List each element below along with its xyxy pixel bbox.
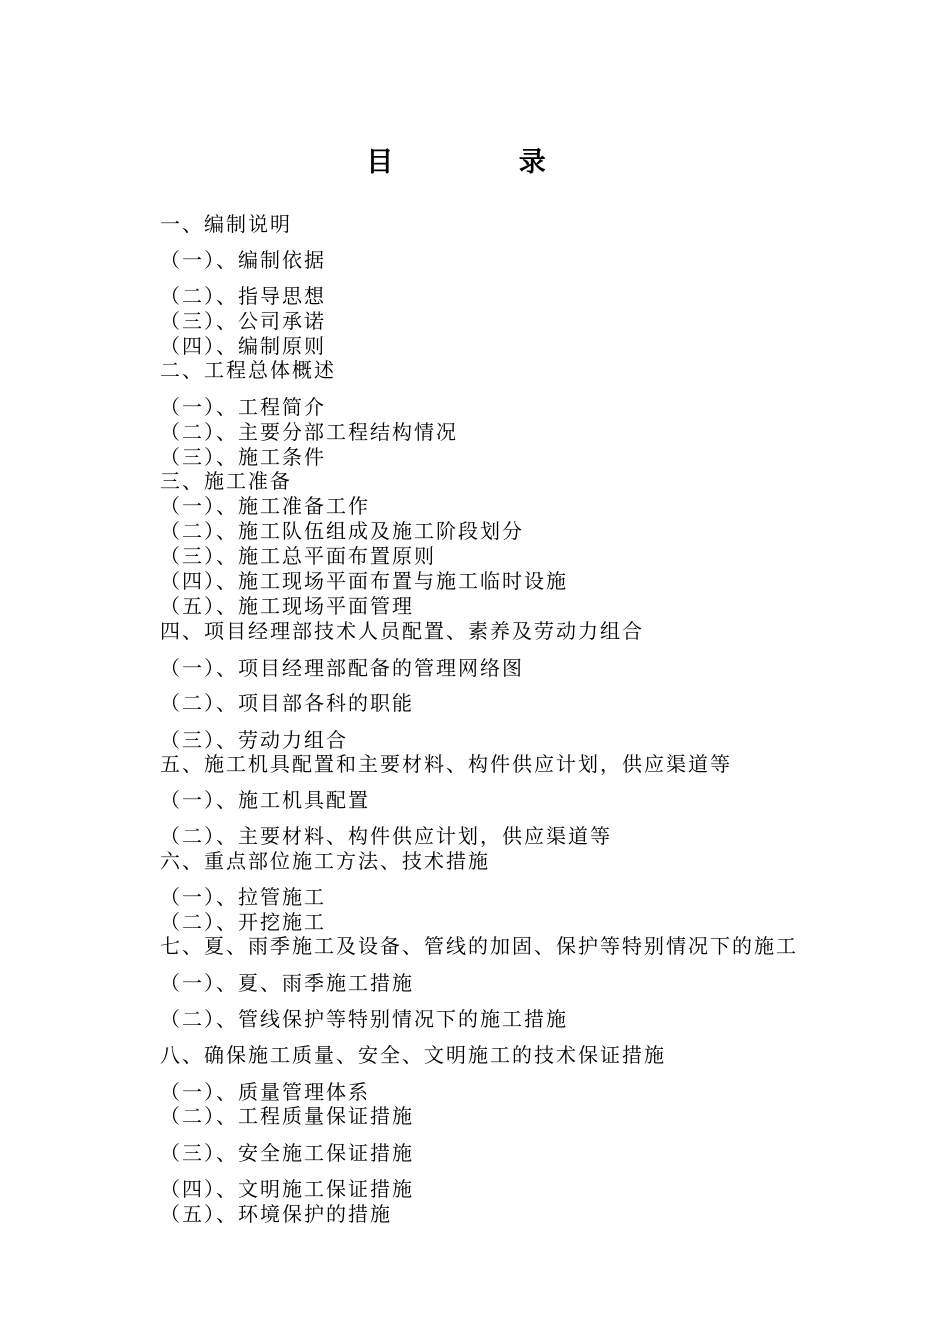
toc-section: 六、重点部位施工方法、技术措施 — [160, 849, 490, 873]
toc-subsection: （一）、编制依据 — [160, 248, 326, 272]
toc-subsection: （一）、质量管理体系 — [160, 1080, 370, 1104]
toc-subsection: （一）、施工准备工作 — [160, 494, 370, 518]
toc-subsection: （一）、拉管施工 — [160, 885, 326, 909]
toc-subsection: （三）、施工条件 — [160, 445, 326, 469]
toc-subsection: （一）、工程简介 — [160, 395, 326, 419]
toc-section: 三、施工准备 — [160, 469, 292, 493]
toc-subsection: （一）、施工机具配置 — [160, 788, 370, 812]
toc-section: 四、项目经理部技术人员配置、素养及劳动力组合 — [160, 619, 644, 643]
toc-subsection: （二）、主要分部工程结构情况 — [160, 420, 458, 444]
toc-subsection: （二）、施工队伍组成及施工阶段划分 — [160, 519, 524, 543]
toc-section: 七、夏、雨季施工及设备、管线的加固、保护等特别情况下的施工 — [160, 934, 798, 958]
toc-subsection: （五）、环境保护的措施 — [160, 1202, 392, 1226]
toc-subsection: （四）、编制原则 — [160, 334, 326, 358]
toc-subsection: （三）、公司承诺 — [160, 309, 326, 333]
page-title: 目 录 — [366, 147, 604, 178]
toc-subsection: （五）、施工现场平面管理 — [160, 594, 414, 618]
toc-subsection: （二）、管线保护等特别情况下的施工措施 — [160, 1007, 568, 1031]
toc-subsection: （四）、施工现场平面布置与施工临时设施 — [160, 569, 568, 593]
toc-subsection: （三）、安全施工保证措施 — [160, 1141, 414, 1165]
toc-subsection: （二）、工程质量保证措施 — [160, 1104, 414, 1128]
toc-section: 一、编制说明 — [160, 212, 292, 236]
toc-subsection: （二）、指导思想 — [160, 284, 326, 308]
toc-subsection: （二）、项目部各科的职能 — [160, 691, 414, 715]
toc-subsection: （三）、施工总平面布置原则 — [160, 544, 436, 568]
toc-subsection: （二）、主要材料、构件供应计划，供应渠道等 — [160, 824, 612, 848]
toc-subsection: （一）、夏、雨季施工措施 — [160, 971, 414, 995]
toc-subsection: （二）、开挖施工 — [160, 910, 326, 934]
toc-section: 二、工程总体概述 — [160, 358, 336, 382]
toc-subsection: （三）、劳动力组合 — [160, 728, 348, 752]
toc-subsection: （一）、项目经理部配备的管理网络图 — [160, 656, 524, 680]
toc-section: 八、确保施工质量、安全、文明施工的技术保证措施 — [160, 1043, 666, 1067]
toc-section: 五、施工机具配置和主要材料、构件供应计划，供应渠道等 — [160, 752, 732, 776]
toc-subsection: （四）、文明施工保证措施 — [160, 1177, 414, 1201]
